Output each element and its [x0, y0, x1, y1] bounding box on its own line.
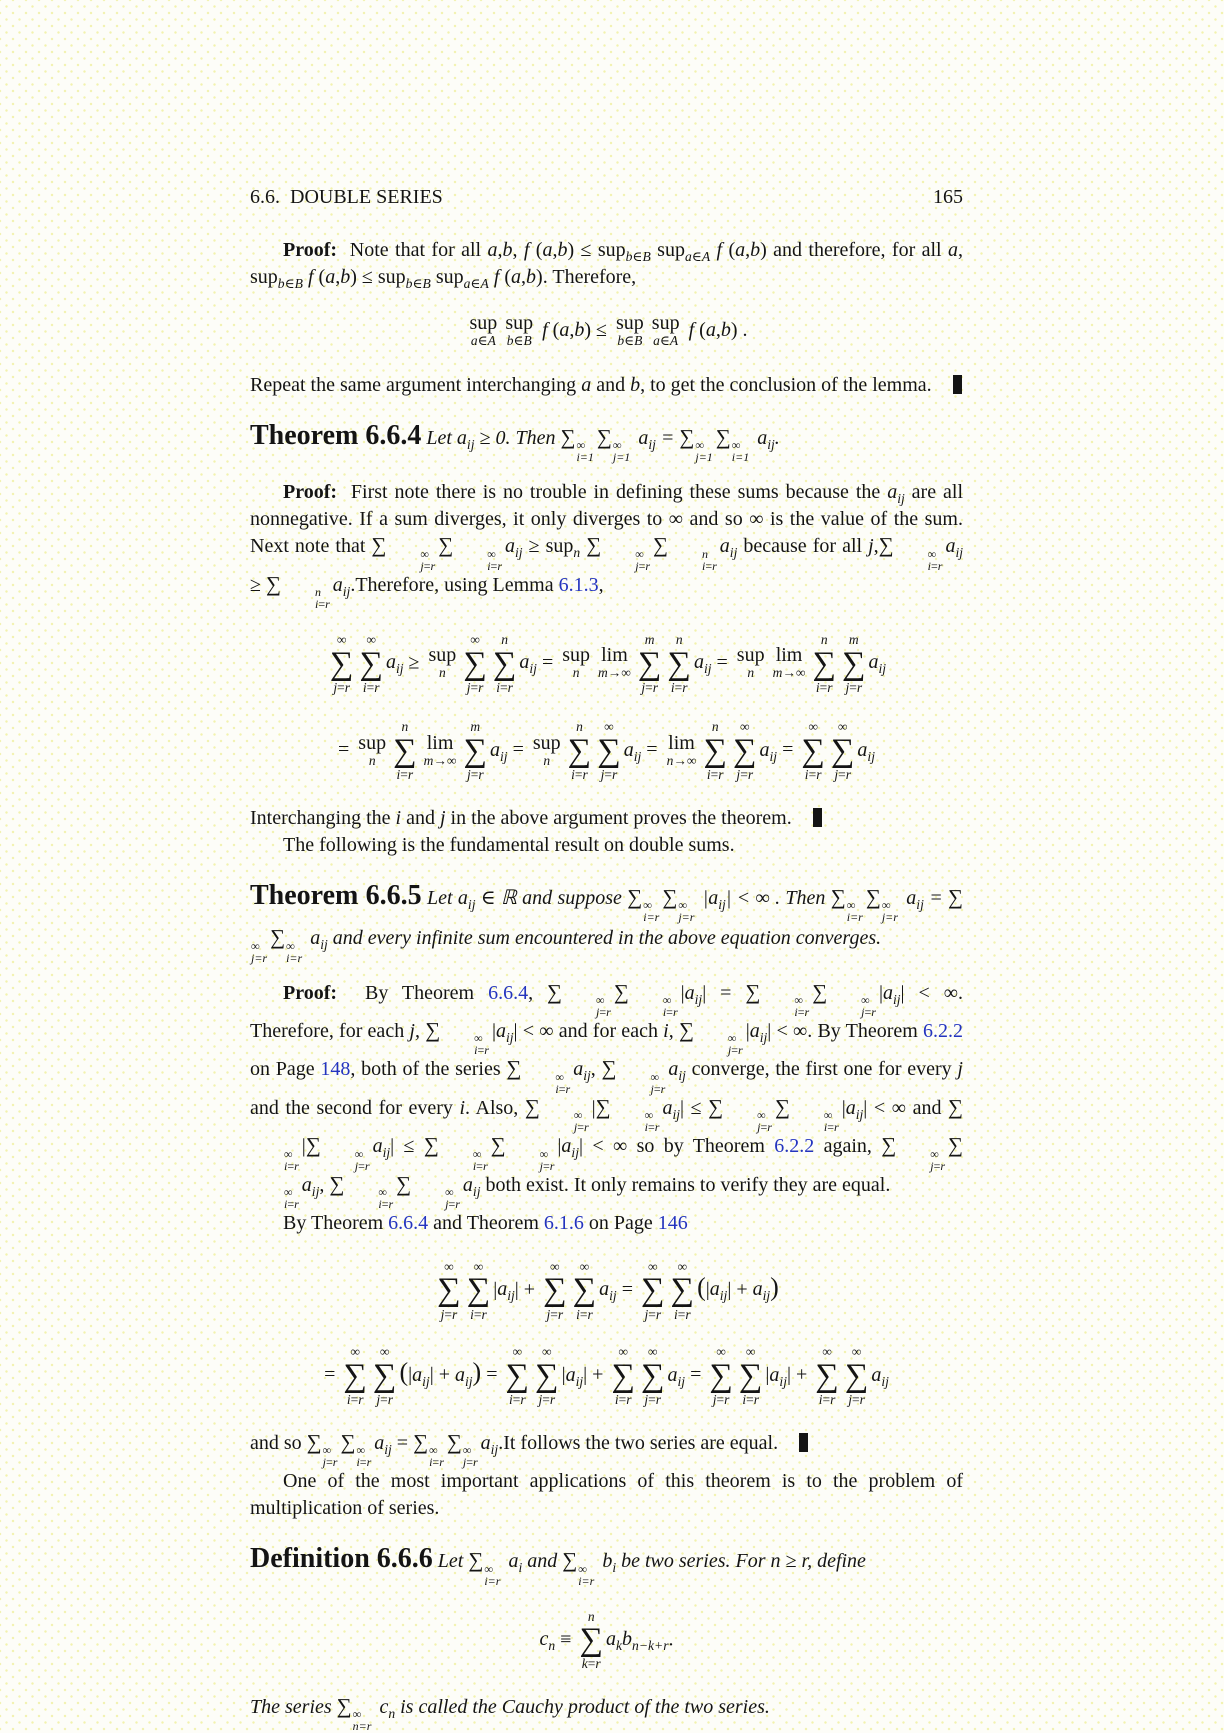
link-148[interactable]: 148 [320, 1058, 351, 1081]
cauchy-product-para: The series ∑ ∞ n=r $c_n$ is called the Cauchy product of the two series. [250, 1693, 770, 1733]
by-theorem-para: By Theorem 6.6.4 and Theorem 6.1.6 on Page 146 [283, 1211, 688, 1234]
page-number: 165 [933, 186, 963, 208]
theorem-665-heading: Theorem 6.6.5 Let $a_{ij}$ ∈ ℝ and suppose ∑ ∞ i=r ∑ ∞ j=r $|a_{ij}|$ < ∞ . Then ∑ ∞ i=r ∑ ∞ j=r $a_{ij}$ = ∑ ∞ j=r ∑ ∞ i=r $a_{ij}$ and every infinite sum encountered in the above equation converges. [250, 879, 964, 965]
theorem-665-label: Theorem 6.6.5 [250, 879, 422, 911]
fundamental-result-para: The following is the fundamental result on double sums. [283, 833, 735, 856]
applications-para: One of the most important applications of this theorem is to the problem of multiplication of series. [250, 1470, 963, 1520]
lemma-proof-para: Proof: Note that for all a,b, f (a,b) ≤ sup$_{b\in B}$ sup$_{a\in A}$ f (a,b) and therefore, for all a, sup$_{b\in B}$ f (a,b) ≤ sup$_{b\in B}$ sup$_{a\in A}$ f (a,b). Therefore, [250, 239, 963, 291]
qed-mark [813, 808, 822, 827]
lemma-conclusion-para: Repeat the same argument interchanging a and b, to get the conclusion of the lemma. [250, 372, 963, 399]
eq-sup-sup: sup a∈A sup b∈B f (a,b) ≤ sup b∈B sup a∈A f (a,b) . [469, 312, 748, 348]
link-6-1-3[interactable]: 6.1.3 [558, 573, 599, 596]
link-6-2-2-b[interactable]: 6.2.2 [774, 1135, 815, 1158]
link-6-2-2-a[interactable]: 6.2.2 [923, 1020, 964, 1042]
definition-666-label: Definition 6.6.6 [250, 1543, 433, 1575]
theorem-664-heading: Theorem 6.6.4 Let $a_{ij} \ge 0$. Then ∑ ∞ i=1 ∑ ∞ j=1 $a_{ij}$ = ∑ ∞ j=1 ∑ ∞ i=1 $a_{ij}$. [250, 419, 780, 465]
page-body [250, 237, 963, 1732]
theorem-665-proof-para: Proof: By Theorem 6.6.4, ∑ ∞ j=r ∑ ∞ i=r $|a_{ij}|$ = ∑ ∞ i=r ∑ ∞ j=r $|a_{ij}|$ < ∞. Therefore, for each j, ∑ ∞ i=r $|a_{ij}|$ < ∞ and for each i, ∑ ∞ j=r $|a_{ij}|$ < ∞. By Theorem 6.2.2 on Page 148, both of the series ∑ ∞ i=r $a_{ij}$, ∑ ∞ j=r $a_{ij}$ converge, the first one for every j and the second for every i. Also, ∑ ∞ j=r |∑ ∞ i=r $a_{ij}|$ ≤ ∑ ∞ j=r ∑ ∞ i=r $|a_{ij}|$ < ∞ and ∑ ∞ i=r |∑ ∞ j=r $a_{ij}|$ ≤ ∑ ∞ i=r ∑ ∞ j=r $|a_{ij}|$ < ∞ so by Theorem 6.2.2 again, ∑ ∞ j=r ∑ ∞ i=r $a_{ij}$, ∑ ∞ i=r ∑ ∞ j=r $a_{ij}$ both exist. It only remains to verify they are equal. [250, 979, 964, 1211]
qed-mark [799, 1433, 808, 1452]
definition-666-heading: Definition 6.6.6 Let ∑ ∞ i=r $a_i$ and ∑ ∞ i=r $b_i$ be two series. For n ≥ r, define [250, 1543, 866, 1588]
eq-cauchy-product: $c_n$ ≡ n ∑ k=r $a_kb_{n-k+r}$. [539, 1608, 674, 1672]
theorem-664-conclusion-para: Interchanging the i and j in the above argument proves the theorem. [250, 805, 963, 832]
eq-double-sum-chain: ∞ ∑ j=r ∞ ∑ i=r $a_{ij}$ ≥ sup n ∞ ∑ j=r n ∑ i=r $a_{ij}$ = sup n lim m→∞ m ∑ j=r n ∑ i=r $a_{ij}$ = sup n lim m→∞ n ∑ i=r m ∑ j=r $a_{ij}$ = sup n n ∑ i=r lim m→∞ m ∑ j=r $a_{ij}$ = sup n n ∑ i=r ∞ ∑ j=r $a_{ij}$ = lim n→∞ n ∑ i=r ∞ ∑ j=r $a_{ij}$ = ∞ ∑ i=r ∞ ∑ j=r $a_{ij}$ [329, 632, 887, 783]
theorem-664-proof-para: Proof: First note there is no trouble in defining these sums because the $a_{ij}$ are all nonnegative. If a sum diverges, it only diverges to ∞ and so ∞ is the value of the sum. Next note that ∑ ∞ j=r ∑ ∞ i=r $a_{ij} \ge sup_n$ ∑ ∞ j=r ∑ n i=r $a_{ij}$ because for all j,∑ ∞ i=r $a_{ij}$ ≥ ∑ n i=r $a_{ij}.Therefore$, using Lemma 6.1.3, [250, 481, 964, 612]
qed-mark [953, 375, 962, 394]
link-146[interactable]: 146 [657, 1211, 688, 1234]
and-so-para: and so ∑ ∞ j=r ∑ ∞ i=r $a_{ij}$ = ∑ ∞ i=r ∑ ∞ j=r $a_{ij}.It$ follows the two series are equal. [250, 1430, 963, 1468]
eq-abs-sum-second: = ∞ ∑ i=r ∞ ∑ j=r $(|a_{ij}| + a_{ij})$ = ∞ ∑ i=r ∞ ∑ j=r $|a_{ij}|$ + ∞ ∑ i=r ∞ ∑ j=r $a_{ij}$ = ∞ ∑ j=r ∞ ∑ i=r $|a_{ij}|$ + ∞ ∑ i=r ∞ ∑ j=r $a_{ij}$ [324, 1344, 889, 1408]
link-6-6-4-a[interactable]: 6.6.4 [488, 981, 529, 1004]
link-6-6-4-b[interactable]: 6.6.4 [388, 1211, 429, 1234]
eq-abs-sum-first: ∞ ∑ j=r ∞ ∑ i=r $|a_{ij}|$ + ∞ ∑ j=r ∞ ∑ i=r $a_{ij}$ = ∞ ∑ j=r ∞ ∑ i=r $(|a_{ij}| + a_{ij})$ [437, 1258, 779, 1322]
link-6-1-6[interactable]: 6.1.6 [543, 1211, 584, 1234]
running-header [250, 186, 963, 209]
section-title: 6.6. DOUBLE SERIES [250, 186, 443, 208]
theorem-664-label: Theorem 6.6.4 [250, 419, 422, 451]
